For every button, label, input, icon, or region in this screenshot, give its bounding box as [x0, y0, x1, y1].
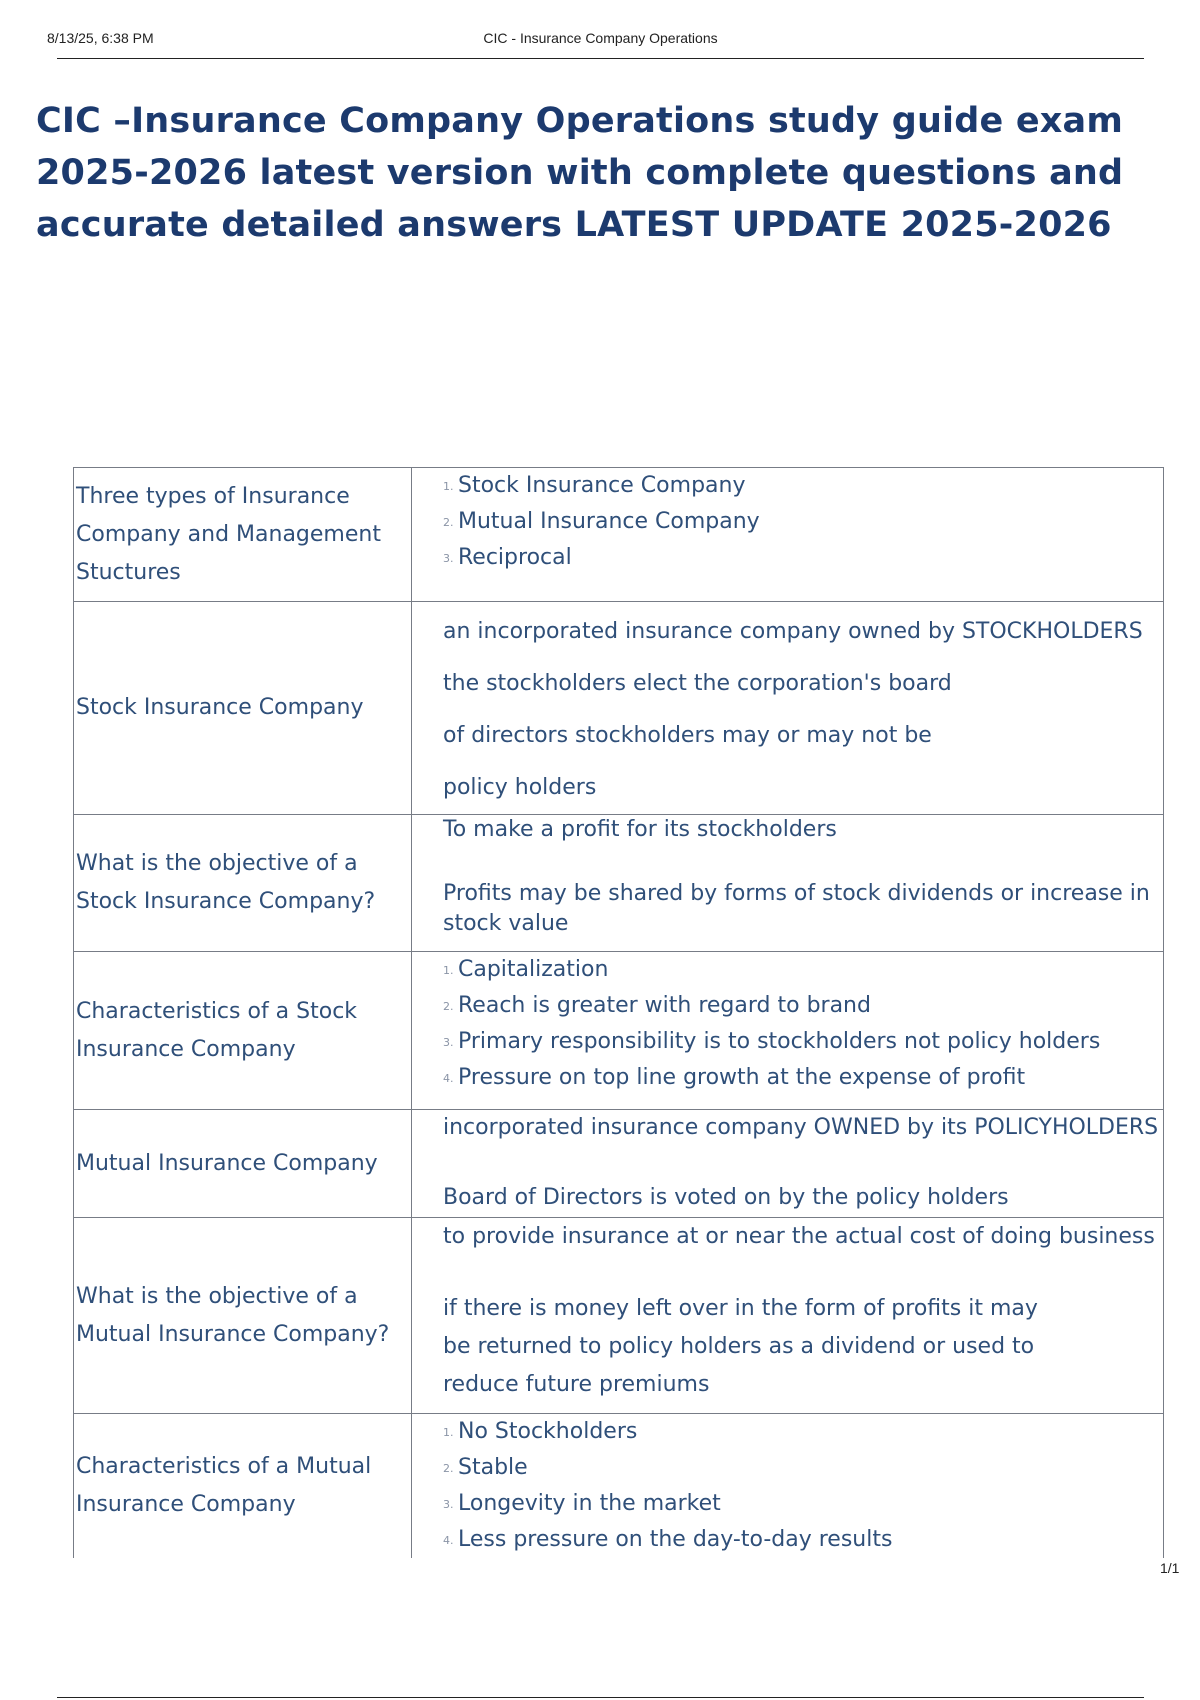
- list-item: 1. Stock Insurance Company: [443, 473, 746, 498]
- list-item: 4. Pressure on top line growth at the expense of profit: [443, 1065, 1026, 1090]
- table-row: [74, 1414, 1164, 1559]
- list-item: 2. Mutual Insurance Company: [443, 509, 760, 534]
- print-doc-title: CIC - Insurance Company Operations: [483, 30, 718, 46]
- definition-cell: [412, 952, 1164, 1110]
- list-item: 4. Less pressure on the day-to-day results: [443, 1527, 893, 1552]
- list-item: 3. Reciprocal: [443, 545, 572, 570]
- list-item: 2. Reach is greater with regard to brand: [443, 993, 871, 1018]
- list-item: 1. Capitalization: [443, 957, 609, 982]
- page-number: 1/1: [1160, 1560, 1180, 1576]
- term-cell: Three types of Insurance Company and Management Stuctures: [74, 468, 412, 602]
- term-cell: What is the objective of a Mutual Insurance Company?: [74, 1218, 412, 1414]
- definition-cell: an incorporated insurance company owned by STOCKHOLDERS the stockholders elect the corporation's board of directors stockholders may or may not be policy holders: [412, 602, 1164, 815]
- qa-table: [73, 467, 1164, 1558]
- term-cell: What is the objective of a Stock Insurance Company?: [74, 815, 412, 952]
- list-item: 1. No Stockholders: [443, 1419, 638, 1444]
- term-cell: Characteristics of a Stock Insurance Company: [74, 952, 412, 1110]
- list-item: 3. Longevity in the market: [443, 1491, 721, 1516]
- definition-cell: incorporated insurance company OWNED by its POLICYHOLDERS Board of Directors is voted on by the policy holders: [412, 1110, 1164, 1218]
- page-title: CIC –Insurance Company Operations study guide exam 2025-2026 latest version with complete questions and accurate detailed answers LATEST UPDATE 2025-2026: [36, 101, 1124, 245]
- footer-rule: [57, 1697, 1144, 1698]
- definition-cell: To make a profit for its stockholders Profits may be shared by forms of stock dividends or increase in stock value: [412, 815, 1164, 952]
- definition-cell: [412, 468, 1164, 602]
- table-row: [74, 1218, 1164, 1414]
- definition-cell: [412, 1414, 1164, 1559]
- print-header: [47, 28, 1144, 59]
- table-row: [74, 468, 1164, 602]
- print-date: 8/13/25, 6:38 PM: [47, 30, 154, 46]
- definition-cell: to provide insurance at or near the actual cost of doing business if there is money left over in the form of profits it may be returned to policy holders as a dividend or used to reduce future premiums: [412, 1218, 1164, 1414]
- term-cell: Characteristics of a Mutual Insurance Company: [74, 1414, 412, 1559]
- table-row: [74, 815, 1164, 952]
- table-row: [74, 952, 1164, 1110]
- table-row: [74, 1110, 1164, 1218]
- term-cell: Stock Insurance Company: [74, 602, 412, 815]
- table-row: [74, 602, 1164, 815]
- term-cell: Mutual Insurance Company: [74, 1110, 412, 1218]
- list-item: 3. Primary responsibility is to stockholders not policy holders: [443, 1029, 1101, 1054]
- list-item: 2. Stable: [443, 1455, 528, 1480]
